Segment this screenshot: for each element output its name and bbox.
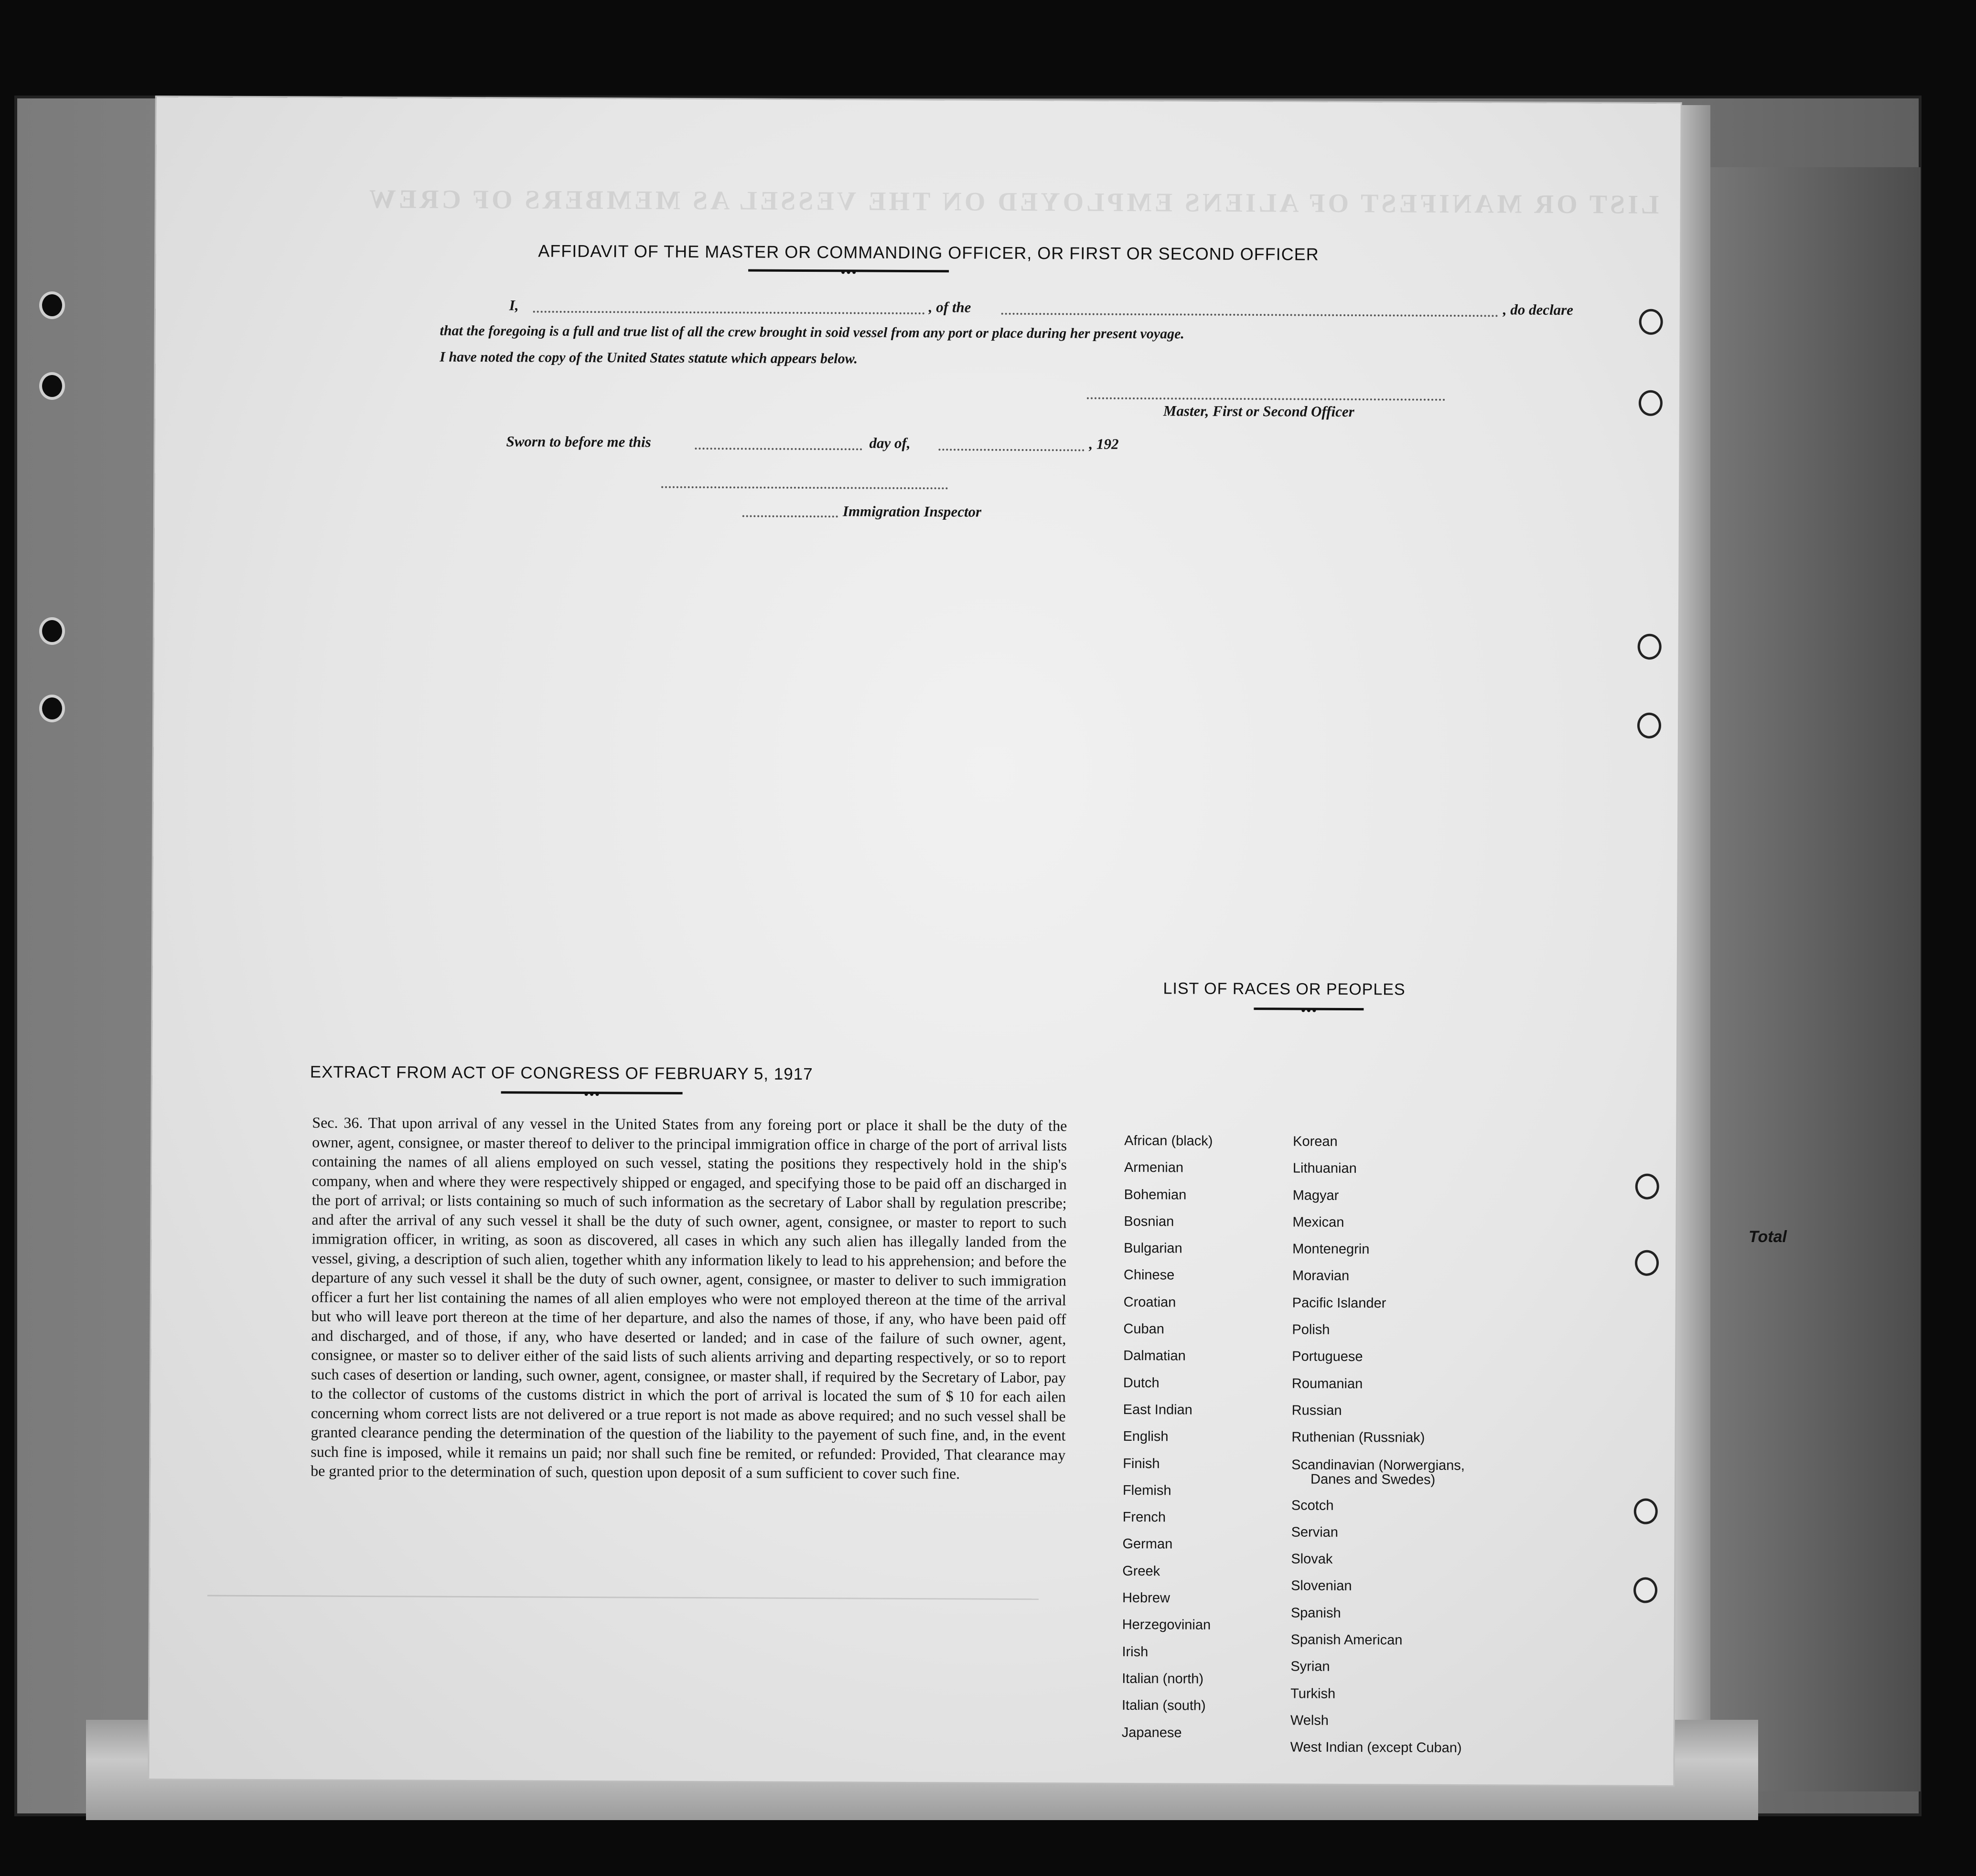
races-ornament [1254, 1008, 1364, 1013]
race-item: Russian [1291, 1403, 1342, 1418]
races-column-1 [1122, 1127, 1278, 1747]
race-item: French [1122, 1510, 1166, 1525]
page-hole [1639, 390, 1663, 416]
race-item: Finish [1123, 1456, 1160, 1471]
race-item: Danes and Swedes) [1310, 1471, 1436, 1488]
race-item: West Indian (except Cuban) [1290, 1739, 1462, 1756]
page-hole [1638, 634, 1662, 660]
race-item: Slovenian [1291, 1578, 1352, 1594]
race-item: Croatian [1123, 1294, 1176, 1310]
affidavit-title: AFFIDAVIT OF THE MASTER OR COMMANDING OFFICER, OR FIRST OR SECOND OFFICER [538, 241, 1319, 264]
race-item: Polish [1292, 1322, 1330, 1338]
page-hole [1635, 1250, 1659, 1276]
race-item: Scandinavian (Norwergians, [1291, 1457, 1465, 1473]
name-blank[interactable] [533, 311, 925, 315]
race-item: Lithuanian [1292, 1160, 1357, 1177]
extract-ornament [501, 1091, 683, 1097]
race-item: Chinese [1123, 1267, 1175, 1283]
race-item: Armenian [1124, 1160, 1184, 1176]
race-item: German [1122, 1536, 1173, 1552]
affidavit-of-the: , of the [928, 299, 971, 316]
binder-hole [42, 375, 62, 397]
inspector-lead-dots [742, 515, 838, 517]
races-column-2 [1290, 1128, 1561, 1762]
race-item: Mexican [1292, 1214, 1344, 1230]
race-item: Moravian [1292, 1268, 1350, 1284]
binder-hole [42, 294, 62, 316]
affidavit-i: I, [509, 297, 519, 314]
sworn-month-blank[interactable] [938, 449, 1084, 451]
page-hole [1633, 1577, 1657, 1603]
binder-hole [42, 620, 62, 642]
race-item: Irish [1122, 1644, 1149, 1660]
bleed-through-heading: LIST OR MANIFEST OF ALIENS EMPLOYED ON THE VESSEL AS MEMBERS OF CREW [366, 184, 1659, 220]
form-page [149, 97, 1680, 1785]
faint-rule [207, 1595, 1039, 1600]
race-item: Magyar [1292, 1188, 1339, 1203]
master-label: Master, First or Second Officer [1163, 402, 1354, 420]
race-item: Dutch [1123, 1375, 1160, 1391]
vessel-blank[interactable] [1001, 313, 1498, 317]
race-item: Turkish [1290, 1686, 1336, 1702]
race-item: Italian (north) [1122, 1671, 1204, 1687]
race-item: East Indian [1123, 1402, 1192, 1418]
sworn-prefix: Sworn to before me this [506, 433, 651, 450]
race-item: Ruthenian (Russniak) [1291, 1429, 1425, 1446]
race-item: Flemish [1122, 1482, 1171, 1499]
race-item: Korean [1293, 1134, 1338, 1149]
master-signature-blank[interactable] [1087, 397, 1445, 401]
race-item: Roumanian [1291, 1376, 1363, 1392]
race-item: English [1123, 1429, 1169, 1445]
races-title: LIST OF RACES OR PEOPLES [1163, 979, 1406, 999]
race-item: Bohemian [1124, 1187, 1187, 1203]
race-item: Syrian [1290, 1659, 1330, 1675]
extract-body: Sec. 36. That upon arrival of any vessel in the United States from any foreing port or place it shall be the duty of the owner, agent, consignee, or master thereof to deliver to the principal immigration office in charge of the port of arrival lists containing the names of all aliens employed on such vessel, stating the positions they respectively hold in the ship's company, when and where they were respectively shipped or engaged, and specifying those to be paid off an discharged in the port of arrival; or lists containing so much of such information as the secretary of Labor shall by regulation prescribe; and after the arrival of any such vessel it shall be the duty of such owner, agent, consignee, or master to report to such immigration officer, in writing, as soon as discovered, all cases in which any such alien has illegally landed from the vessel, giving, a description of such alien, together whith any information likely to lead to his apprehension; and before the departure of any such vessel it shall be the duty of such owner, agent, consignee, or master to deliver to such immigration officer a furt her list containing the names of all alien employes who were not employed thereon at the time of the arrival but who will leave port thereon at the time of her departure, and also the names of those, if any, who have been paid off and discharged, and of those, if any, who have deserted or landed; and in case of the failure of such owner, agent, consignee, or master so to deliver either of the said lists of such alients arriving and departing respectively, or so to report such cases of desertion or landing, such owner, agent, consignee, or master shall, if required by the Secretary of Labor, pay to the collector of customs of the customs district in which the port of arrival is located the sum of $ 10 for each ailen concerning whom correct lists are not delivered or a true report is not made as above required; and no such vessel shall be granted clearance pending the determination of the question of the liability to the payement of such fine, and, in the event such fine is imposed, while it remains un paid; nor shall such fine be remited, or refunded: Provided, That clearance may be granted prior to the determination of such, question upon deposit of a sum sufficient to cover such fine. [311, 1114, 1067, 1482]
sworn-day-label: day of, [869, 434, 911, 451]
race-item: Portuguese [1292, 1349, 1363, 1365]
binder-hole [42, 697, 62, 719]
affidavit-statute-note: I have noted the copy of the United States statute which appears below. [440, 349, 858, 367]
race-item: Hebrew [1122, 1590, 1171, 1606]
race-item: Bulgarian [1124, 1241, 1182, 1256]
race-item: African (black) [1124, 1133, 1213, 1149]
race-item: Japanese [1121, 1725, 1182, 1740]
race-item: Servian [1291, 1524, 1339, 1540]
race-item: Italian (south) [1121, 1698, 1206, 1714]
race-item: Montenegrin [1292, 1241, 1370, 1257]
race-item: Slovak [1291, 1551, 1333, 1567]
sworn-year: , 192 [1089, 435, 1119, 452]
title-ornament [748, 269, 949, 275]
inspector-signature-blank[interactable] [661, 486, 948, 490]
affidavit-declare: , do declare [1503, 301, 1574, 318]
race-item: Spanish American [1290, 1632, 1403, 1648]
race-item: Bosnian [1124, 1213, 1174, 1230]
page-hole [1637, 713, 1661, 739]
race-item: Scotch [1291, 1498, 1334, 1513]
page-hole [1635, 1174, 1659, 1200]
race-item: Greek [1122, 1563, 1160, 1579]
total-mark: Total [1749, 1228, 1787, 1246]
race-item: Cuban [1123, 1321, 1164, 1337]
race-item: Dalmatian [1123, 1348, 1186, 1364]
race-item: Spanish [1290, 1605, 1341, 1621]
page-hole [1634, 1499, 1658, 1524]
race-item: Welsh [1290, 1713, 1329, 1728]
page-hole [1639, 309, 1663, 335]
sworn-day-blank[interactable] [695, 448, 862, 450]
affidavit-statement: that the foregoing is a full and true list of all the crew brought in soid vessel from any port or place during her present voyage. [440, 322, 1185, 342]
race-item: Herzegovinian [1122, 1617, 1211, 1633]
extract-title: EXTRACT FROM ACT OF CONGRESS OF FEBRUARY 5, 1917 [310, 1062, 813, 1084]
inspector-label: Immigration Inspector [842, 503, 982, 520]
race-item: Pacific Islander [1292, 1295, 1386, 1311]
